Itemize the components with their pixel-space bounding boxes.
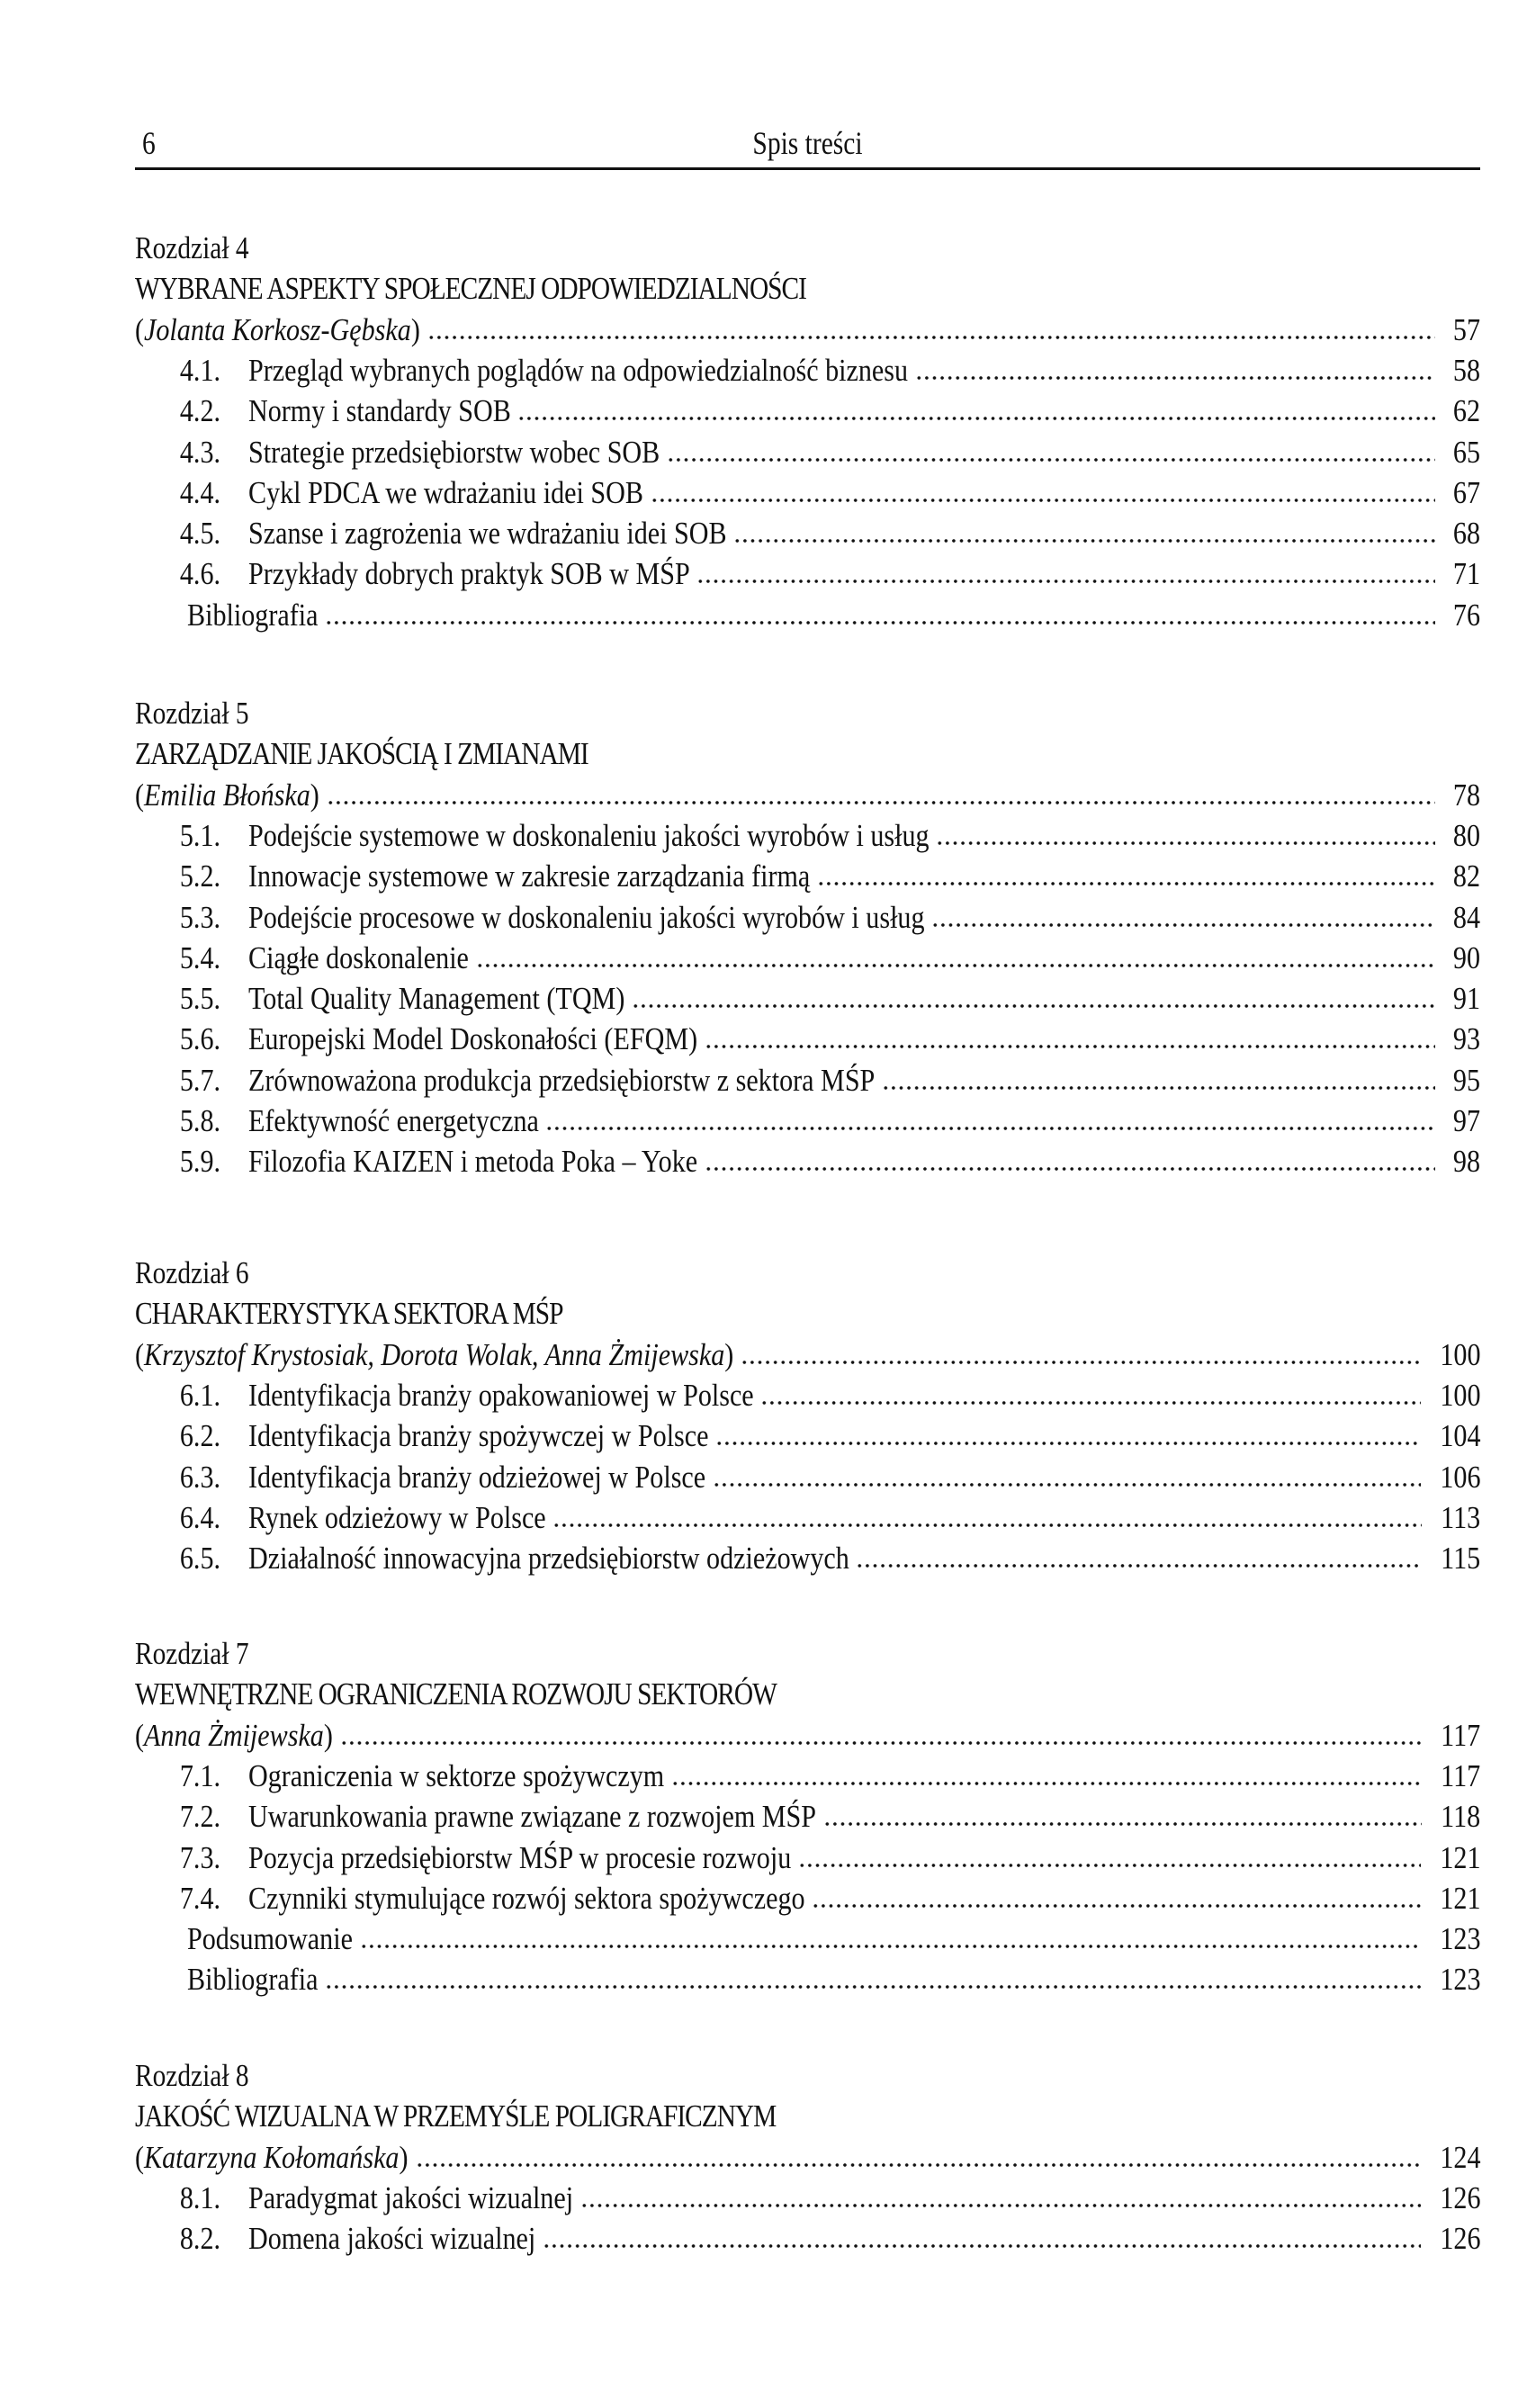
section-title: Rynek odzieżowy w Polsce bbox=[247, 1499, 546, 1535]
section-number: 5.1. bbox=[179, 817, 221, 853]
chapter-label-row bbox=[135, 2055, 1480, 2096]
chapter-title-row bbox=[135, 1293, 1480, 1334]
chapter-title-text: ZARZĄDZANIE JAKOŚCIĄ I ZMIANAMI bbox=[135, 736, 588, 772]
section-title: Identyfikacja branży spożywczej w Polsce bbox=[247, 1418, 709, 1454]
toc-entry[interactable] bbox=[135, 1756, 1480, 1796]
section-title: Podejście procesowe w doskonaleniu jakości wyrobów i usług bbox=[247, 899, 925, 935]
chapter-title-text: WEWNĘTRZNE OGRANICZENIA ROZWOJU SEKTORÓW bbox=[135, 1676, 777, 1712]
section-number: 8.1. bbox=[179, 2179, 221, 2215]
toc-entry[interactable] bbox=[135, 1497, 1480, 1538]
paren-close: ) bbox=[399, 2139, 409, 2175]
section-number: 7.2. bbox=[179, 1799, 221, 1835]
page-ref: 118 bbox=[1440, 1799, 1480, 1835]
section-title: Przegląd wybranych poglądów na odpowiedzialność biznesu bbox=[247, 352, 908, 388]
section-number: 4.4. bbox=[179, 474, 221, 510]
section-title: Ograniczenia w sektorze spożywczym bbox=[247, 1757, 664, 1793]
paren-open: ( bbox=[135, 1336, 145, 1372]
header-rule bbox=[135, 167, 1480, 170]
dot-leader bbox=[798, 1863, 1421, 1868]
section-number: 7.4. bbox=[179, 1880, 221, 1916]
dot-leader bbox=[651, 498, 1436, 503]
dot-leader bbox=[931, 922, 1435, 928]
section-number: 4.2. bbox=[179, 393, 221, 429]
section-title: Podejście systemowe w doskonaleniu jakości wyrobów i usług bbox=[247, 817, 930, 853]
toc-entry-row bbox=[135, 1415, 1480, 1456]
running-title bbox=[135, 124, 1480, 162]
page-ref: 121 bbox=[1439, 1839, 1480, 1875]
toc-entry[interactable] bbox=[135, 513, 1480, 553]
section-number: 5.8. bbox=[179, 1103, 221, 1138]
page-ref: 71 bbox=[1452, 556, 1480, 592]
chapter-title bbox=[135, 268, 1480, 309]
page-ref: 76 bbox=[1452, 597, 1480, 633]
paren-close: ) bbox=[724, 1336, 734, 1372]
chapter-author: Anna Żmijewska bbox=[144, 1717, 324, 1753]
dot-leader bbox=[545, 1126, 1435, 1131]
chapter-label-row bbox=[135, 1253, 1480, 1293]
page-ref: 100 bbox=[1439, 1336, 1480, 1372]
toc-entry[interactable] bbox=[135, 2178, 1480, 2218]
page-ref: 117 bbox=[1440, 1717, 1480, 1753]
dot-leader bbox=[476, 963, 1436, 968]
section-title: Total Quality Management (TQM) bbox=[247, 981, 624, 1017]
page-ref: 93 bbox=[1452, 1021, 1480, 1057]
dot-leader bbox=[713, 1482, 1421, 1487]
running-header bbox=[135, 124, 1480, 169]
section-number: 5.5. bbox=[179, 981, 221, 1017]
dot-leader bbox=[327, 800, 1435, 805]
toc-entry[interactable] bbox=[135, 1538, 1480, 1578]
dot-leader bbox=[856, 1563, 1421, 1568]
toc-entry-row bbox=[135, 2178, 1480, 2218]
dot-leader bbox=[517, 416, 1435, 421]
section-title: Szanse i zagrożenia we wdrażaniu idei SOB bbox=[247, 516, 727, 552]
toc-entry-extra[interactable] bbox=[135, 1918, 1480, 1959]
page-ref: 121 bbox=[1439, 1880, 1480, 1916]
page-ref: 95 bbox=[1452, 1062, 1480, 1098]
chapter-title-text: WYBRANE ASPEKTY SPOŁECZNEJ ODPOWIEDZIALNOŚCI bbox=[135, 271, 806, 307]
dot-leader bbox=[760, 1400, 1420, 1406]
dot-leader bbox=[915, 375, 1435, 381]
chapter-title bbox=[135, 2096, 1480, 2136]
paren-open: ( bbox=[135, 311, 145, 347]
dot-leader bbox=[632, 1003, 1435, 1009]
toc-entry-row bbox=[135, 815, 1480, 856]
toc-entry-row bbox=[135, 391, 1480, 431]
chapter-label bbox=[135, 1633, 1480, 1674]
dot-leader bbox=[715, 1441, 1420, 1446]
page-ref: 104 bbox=[1439, 1418, 1480, 1454]
author-wrap bbox=[135, 1334, 733, 1375]
toc-entry-row bbox=[135, 1837, 1480, 1878]
chapter-label bbox=[135, 693, 1480, 733]
toc-entry-row bbox=[135, 553, 1480, 594]
chapter-label-text: Rozdział 6 bbox=[135, 1255, 249, 1290]
toc-entry[interactable] bbox=[135, 1415, 1480, 1456]
chapter-author-row bbox=[135, 775, 1480, 815]
section-number: 6.4. bbox=[179, 1499, 221, 1535]
chapter-label bbox=[135, 1253, 1480, 1293]
section-title: Ciągłe doskonalenie bbox=[247, 939, 469, 975]
author-wrap bbox=[135, 1715, 333, 1756]
chapter-author-entry[interactable] bbox=[135, 310, 1480, 350]
chapter-label-row bbox=[135, 1633, 1480, 1674]
dot-leader bbox=[733, 538, 1435, 544]
section-title: Strategie przedsiębiorstw wobec SOB bbox=[247, 434, 660, 470]
section-number: 6.5. bbox=[179, 1541, 221, 1577]
section-title: Domena jakości wizualnej bbox=[247, 2221, 535, 2257]
dot-leader bbox=[340, 1740, 1422, 1746]
section-title: Innowacje systemowe w zakresie zarządzania firmą bbox=[247, 858, 810, 894]
section-number: 7.3. bbox=[179, 1839, 221, 1875]
page-number: 6 bbox=[142, 125, 156, 161]
toc-entry[interactable] bbox=[135, 1019, 1480, 1059]
dot-leader bbox=[696, 579, 1435, 584]
toc-entry-row bbox=[135, 1019, 1480, 1059]
section-title: Identyfikacja branży opakowaniowej w Polsce bbox=[247, 1377, 754, 1413]
dot-leader bbox=[360, 1944, 1421, 1949]
section-number: 5.6. bbox=[179, 1021, 221, 1057]
dot-leader bbox=[543, 2243, 1421, 2249]
chapter-label-row bbox=[135, 693, 1480, 733]
toc-entry-row bbox=[135, 1457, 1480, 1497]
page-ref: 62 bbox=[1452, 393, 1480, 429]
section-title: Efektywność energetyczna bbox=[247, 1103, 539, 1138]
chapter-author-entry[interactable] bbox=[135, 1715, 1480, 1756]
section-title: Działalność innowacyjna przedsiębiorstw odzieżowych bbox=[247, 1541, 849, 1577]
author-wrap bbox=[135, 310, 420, 350]
toc-entry[interactable] bbox=[135, 856, 1480, 896]
section-number: 6.1. bbox=[179, 1377, 221, 1413]
toc-entry[interactable] bbox=[135, 391, 1480, 431]
dot-leader bbox=[705, 1044, 1435, 1049]
extra-title: Bibliografia bbox=[187, 1962, 319, 1998]
section-title: Normy i standardy SOB bbox=[247, 393, 511, 429]
dot-leader bbox=[741, 1360, 1420, 1365]
page-ref: 58 bbox=[1452, 352, 1480, 388]
page-ref: 117 bbox=[1440, 1757, 1480, 1793]
toc-entry[interactable] bbox=[135, 1837, 1480, 1878]
dot-leader bbox=[882, 1085, 1435, 1091]
chapter-title-text: JAKOŚĆ WIZUALNA W PRZEMYŚLE POLIGRAFICZNYM bbox=[135, 2098, 777, 2134]
chapter-title bbox=[135, 1293, 1480, 1334]
toc-entry[interactable] bbox=[135, 1101, 1480, 1141]
toc-entry-row bbox=[135, 1060, 1480, 1101]
page-ref: 82 bbox=[1452, 858, 1480, 894]
toc-entry-extra[interactable] bbox=[135, 595, 1480, 635]
page-ref: 126 bbox=[1439, 2179, 1480, 2215]
toc-entry-row bbox=[135, 513, 1480, 553]
toc-entry[interactable] bbox=[135, 1375, 1480, 1415]
section-number: 4.5. bbox=[179, 516, 221, 552]
toc-entry-row bbox=[135, 1141, 1480, 1182]
toc-entry[interactable] bbox=[135, 472, 1480, 513]
chapter-title-row bbox=[135, 733, 1480, 774]
dot-leader bbox=[416, 2162, 1421, 2168]
dot-leader bbox=[667, 457, 1435, 463]
chapter-author-row bbox=[135, 1715, 1480, 1756]
paren-close: ) bbox=[410, 311, 420, 347]
dot-leader bbox=[817, 881, 1435, 886]
dot-leader bbox=[552, 1523, 1422, 1528]
page-ref: 91 bbox=[1452, 981, 1480, 1017]
section-number: 4.6. bbox=[179, 556, 221, 592]
dot-leader bbox=[427, 335, 1435, 340]
dot-leader bbox=[823, 1821, 1422, 1827]
toc-entry-row bbox=[135, 1959, 1480, 1999]
toc-entry-row bbox=[135, 1796, 1480, 1837]
toc-entry-row bbox=[135, 350, 1480, 391]
page-ref: 115 bbox=[1440, 1541, 1480, 1577]
page-ref: 67 bbox=[1452, 474, 1480, 510]
toc-entry[interactable] bbox=[135, 1060, 1480, 1101]
page-ref: 80 bbox=[1452, 817, 1480, 853]
page-ref: 57 bbox=[1452, 311, 1480, 347]
toc-entry-row bbox=[135, 856, 1480, 896]
toc-entry-row bbox=[135, 472, 1480, 513]
chapter-title bbox=[135, 733, 1480, 774]
toc-entry[interactable] bbox=[135, 350, 1480, 391]
chapter-label-text: Rozdział 5 bbox=[135, 696, 249, 731]
toc-entry[interactable] bbox=[135, 2218, 1480, 2259]
toc-entry-row bbox=[135, 897, 1480, 938]
section-title: Cykl PDCA we wdrażaniu idei SOB bbox=[247, 474, 643, 510]
author-wrap bbox=[135, 775, 319, 815]
toc-entry-row bbox=[135, 1538, 1480, 1578]
section-title: Zrównoważona produkcja przedsiębiorstw z sektora MŚP bbox=[247, 1062, 875, 1098]
section-title: Czynniki stymulujące rozwój sektora spożywczego bbox=[247, 1880, 805, 1916]
chapter-label-row bbox=[135, 228, 1480, 268]
page-ref: 68 bbox=[1452, 516, 1480, 552]
chapter-author-entry[interactable] bbox=[135, 775, 1480, 815]
section-title: Uwarunkowania prawne związane z rozwojem MŚP bbox=[247, 1799, 816, 1835]
paren-open: ( bbox=[135, 777, 145, 813]
dot-leader bbox=[705, 1166, 1435, 1172]
toc-entry-row bbox=[135, 1756, 1480, 1796]
section-number: 8.2. bbox=[179, 2221, 221, 2257]
paren-close: ) bbox=[323, 1717, 333, 1753]
section-title: Filozofia KAIZEN i metoda Poka – Yoke bbox=[247, 1144, 697, 1180]
section-number: 7.1. bbox=[179, 1757, 221, 1793]
chapter-author-row bbox=[135, 1334, 1480, 1375]
page-ref: 97 bbox=[1452, 1103, 1480, 1138]
section-number: 5.2. bbox=[179, 858, 221, 894]
chapter-author-entry[interactable] bbox=[135, 1334, 1480, 1375]
chapter-label-text: Rozdział 4 bbox=[135, 230, 249, 265]
running-title-text: Spis treści bbox=[752, 125, 863, 161]
chapter-title bbox=[135, 1674, 1480, 1714]
chapter-label-text: Rozdział 8 bbox=[135, 2058, 249, 2093]
toc-entry[interactable] bbox=[135, 1878, 1480, 1918]
toc-entry[interactable] bbox=[135, 1796, 1480, 1837]
page-ref: 123 bbox=[1439, 1962, 1480, 1998]
dot-leader bbox=[580, 2203, 1421, 2208]
page-ref: 65 bbox=[1452, 434, 1480, 470]
toc-entry-row bbox=[135, 978, 1480, 1019]
toc-entry-row bbox=[135, 1497, 1480, 1538]
toc-entry[interactable] bbox=[135, 938, 1480, 978]
chapter-label bbox=[135, 228, 1480, 268]
page-ref: 106 bbox=[1439, 1459, 1480, 1495]
chapter-title-row bbox=[135, 1674, 1480, 1714]
page-ref: 100 bbox=[1439, 1377, 1480, 1413]
page-ref: 113 bbox=[1440, 1499, 1480, 1535]
section-number: 6.2. bbox=[179, 1418, 221, 1454]
dot-leader bbox=[325, 1984, 1420, 1990]
extra-title: Podsumowanie bbox=[187, 1921, 353, 1957]
chapter-author-entry[interactable] bbox=[135, 2137, 1480, 2178]
section-number: 5.7. bbox=[179, 1062, 221, 1098]
chapter-title-row bbox=[135, 2096, 1480, 2136]
page-ref: 78 bbox=[1452, 777, 1480, 813]
paren-close: ) bbox=[310, 777, 319, 813]
toc-entry[interactable] bbox=[135, 978, 1480, 1019]
toc-entry-row bbox=[135, 1918, 1480, 1959]
page-ref: 98 bbox=[1452, 1144, 1480, 1180]
paren-open: ( bbox=[135, 2139, 145, 2175]
toc-entry-row bbox=[135, 1101, 1480, 1141]
toc-entry[interactable] bbox=[135, 1141, 1480, 1182]
page-ref: 90 bbox=[1452, 939, 1480, 975]
section-number: 4.1. bbox=[179, 352, 221, 388]
toc-entry-row bbox=[135, 2218, 1480, 2259]
section-number: 5.9. bbox=[179, 1144, 221, 1180]
author-wrap bbox=[135, 2137, 409, 2178]
toc-entry[interactable] bbox=[135, 815, 1480, 856]
section-title: Identyfikacja branży odzieżowej w Polsce bbox=[247, 1459, 705, 1495]
dot-leader bbox=[671, 1781, 1422, 1786]
section-title: Europejski Model Doskonałości (EFQM) bbox=[247, 1021, 697, 1057]
chapter-label bbox=[135, 2055, 1480, 2096]
chapter-author: Katarzyna Kołomańska bbox=[144, 2139, 400, 2175]
section-title: Paradygmat jakości wizualnej bbox=[247, 2179, 573, 2215]
chapter-author-row bbox=[135, 310, 1480, 350]
toc-entry-row bbox=[135, 1375, 1480, 1415]
extra-title: Bibliografia bbox=[187, 597, 319, 633]
toc-entry[interactable] bbox=[135, 897, 1480, 938]
chapter-label-text: Rozdział 7 bbox=[135, 1636, 249, 1671]
paren-open: ( bbox=[135, 1717, 145, 1753]
chapter-title-text: CHARAKTERYSTYKA SEKTORA MŚP bbox=[135, 1296, 563, 1332]
chapter-author: Krzysztof Krystosiak, Dorota Wolak, Anna Żmijewska bbox=[144, 1336, 725, 1372]
section-title: Pozycja przedsiębiorstw MŚP w procesie rozwoju bbox=[247, 1839, 791, 1875]
page-ref: 123 bbox=[1439, 1921, 1480, 1957]
toc-entry-row bbox=[135, 938, 1480, 978]
dot-leader bbox=[812, 1903, 1420, 1909]
page-ref: 126 bbox=[1439, 2221, 1480, 2257]
dot-leader bbox=[325, 620, 1435, 625]
toc-entry[interactable] bbox=[135, 553, 1480, 594]
toc-entry-row bbox=[135, 595, 1480, 635]
section-number: 6.3. bbox=[179, 1459, 221, 1495]
chapter-title-row bbox=[135, 268, 1480, 309]
chapter-author: Jolanta Korkosz-Gębska bbox=[144, 311, 411, 347]
toc-entry[interactable] bbox=[135, 1457, 1480, 1497]
chapter-author-row bbox=[135, 2137, 1480, 2178]
toc-entry-extra[interactable] bbox=[135, 1959, 1480, 1999]
toc-entry[interactable] bbox=[135, 432, 1480, 472]
page-ref: 124 bbox=[1439, 2139, 1480, 2175]
section-number: 5.3. bbox=[179, 899, 221, 935]
toc-entry-row bbox=[135, 432, 1480, 472]
chapter-author: Emilia Błońska bbox=[144, 777, 310, 813]
section-number: 5.4. bbox=[179, 939, 221, 975]
section-number: 4.3. bbox=[179, 434, 221, 470]
toc-entry-row bbox=[135, 1878, 1480, 1918]
page-ref: 84 bbox=[1452, 899, 1480, 935]
section-title: Przykłady dobrych praktyk SOB w MŚP bbox=[247, 556, 690, 592]
dot-leader bbox=[936, 840, 1435, 846]
